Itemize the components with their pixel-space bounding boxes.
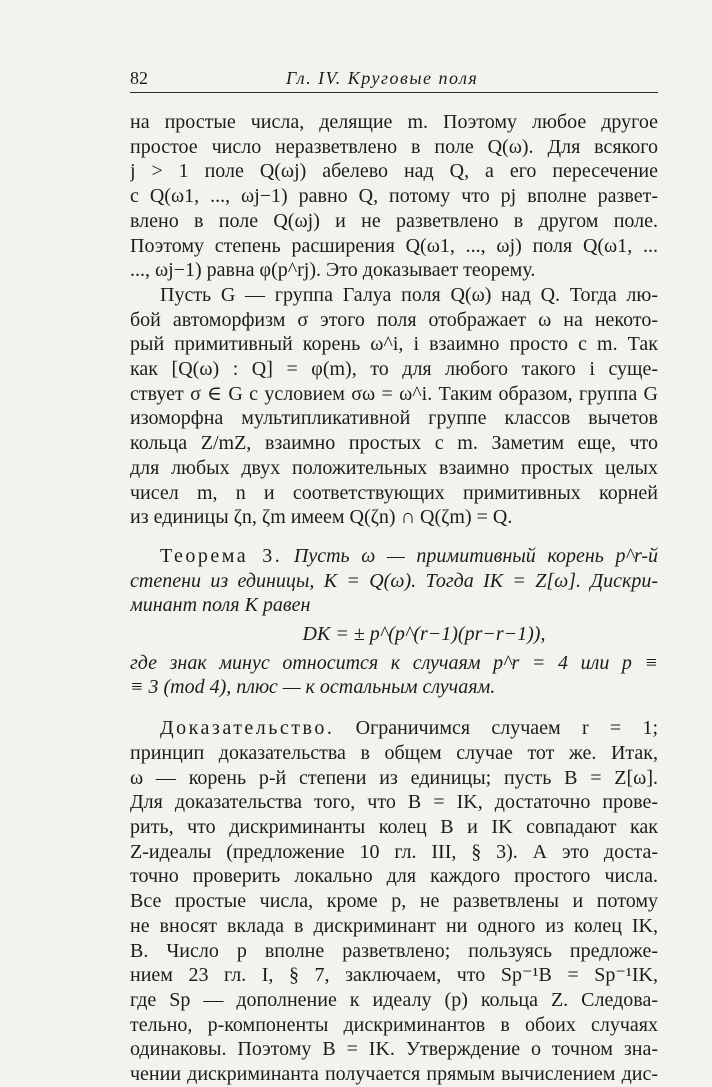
text-line: принцип доказательства в общем случае тот же. Итак, [130,741,658,764]
proof [130,716,658,1087]
text-line: рить, что дискриминанты колец B и IK совпадают как [130,815,658,838]
text-line: ..., ωj−1) равна φ(p^rj). Это доказывает теорему. [130,259,536,282]
theorem-label: Теорема 3. [160,544,283,567]
text-line: где знак минус относится к случаям p^r = 4 или p ≡ [130,651,658,674]
running-title: Гл. IV. Круговые поля [286,68,479,88]
text-line: точно проверить локально для каждого простого числа. [130,865,658,888]
text-line: Z-идеалы (предложение 10 гл. III, § 3). А это доста- [130,840,658,863]
text-line: как [Q(ω) : Q] = φ(m), то для любого такого i суще- [130,358,658,381]
proof-label: Доказательство. [160,717,335,740]
text-line: простое число неразветвлено в поле Q(ω). Для всякого [130,135,658,158]
text-line: минант поля K равен [130,594,311,617]
text-line: Пусть ω — примитивный корень p^r-й [293,544,658,567]
text-line: где Sp — дополнение к идеалу (p) кольца Z. Следова- [130,988,658,1011]
text-line: тельно, p-компоненты дискриминантов в обоих случаях [130,1013,658,1036]
text-line: кольца Z/mZ, взаимно простых с m. Заметим еще, что [130,432,658,455]
text-line: для любых двух положительных взаимно простых целых [130,456,658,479]
text-line: ≡ 3 (mod 4), плюс — к остальным случаям. [130,676,496,699]
text-line: одинаковы. Поэтому B = IK. Утверждение о точном зна- [130,1038,658,1061]
proof-first-line [130,716,658,741]
text-line: из единицы ζn, ζm имеем Q(ζn) ∩ Q(ζm) = Q. [130,506,513,529]
theorem-3 [130,544,658,700]
text-line: нием 23 гл. I, § 7, заключаем, что Sp⁻¹B = Sp⁻¹IK, [130,964,658,987]
text-line: чисел m, n и соответствующих примитивных корней [130,481,658,504]
text-line: Все простые числа, кроме p, не разветвлены и потому [130,890,658,913]
text-line: изоморфна мультипликативной группе классов вычетов [130,407,658,430]
text-line: Ограничимся случаем r = 1; [355,717,658,740]
text-line: степени из единицы, K = Q(ω). Тогда IK = Z[ω]. Дискри- [130,569,658,592]
text-line: с Q(ω1, ..., ωj−1) равно Q, потому что pj вполне развет- [130,185,658,208]
page-header [130,66,658,93]
text-line: чении дискриминанта получается прямым вычислением дис- [130,1063,658,1086]
text-line: B. Число p вполне разветвлено; пользуясь предложе- [130,939,658,962]
text-line: Поэтому степень расширения Q(ω1, ..., ωj) поля Q(ω1, ... [130,234,658,257]
text-line: ω — корень p-й степени из единицы; пусть B = Z[ω]. [130,766,658,789]
paragraph-1 [130,110,658,283]
page-number: 82 [130,68,148,88]
text-line: Пусть G — группа Галуа поля Q(ω) над Q. Тогда лю- [160,283,658,306]
discriminant-formula: DK = ± p^(p^(r−1)(pr−r−1)), [302,623,546,646]
text-line: j > 1 поле Q(ωj) абелево над Q, а его пересечение [130,160,658,183]
paragraph-2 [130,283,658,530]
text-line: рый примитивный корень ω^i, i взаимно просто с m. Так [130,333,658,356]
text-line: бой автоморфизм σ этого поля отображает ω на некото- [130,308,658,331]
text-line: не вносят вклада в дискриминант ни одного из колец IK, [130,914,658,937]
text-line: Для доказательства того, что B = IK, достаточно прове- [130,791,658,814]
text-line: влено в поле Q(ωj) и не разветвлено в другом поле. [130,209,658,232]
text-line: ствует σ ∈ G с условием σω = ω^i. Таким образом, группа G [130,382,658,405]
theorem-first-line [130,544,658,569]
page-body [130,110,658,1087]
text-line: на простые числа, делящие m. Поэтому любое другое [130,111,658,133]
